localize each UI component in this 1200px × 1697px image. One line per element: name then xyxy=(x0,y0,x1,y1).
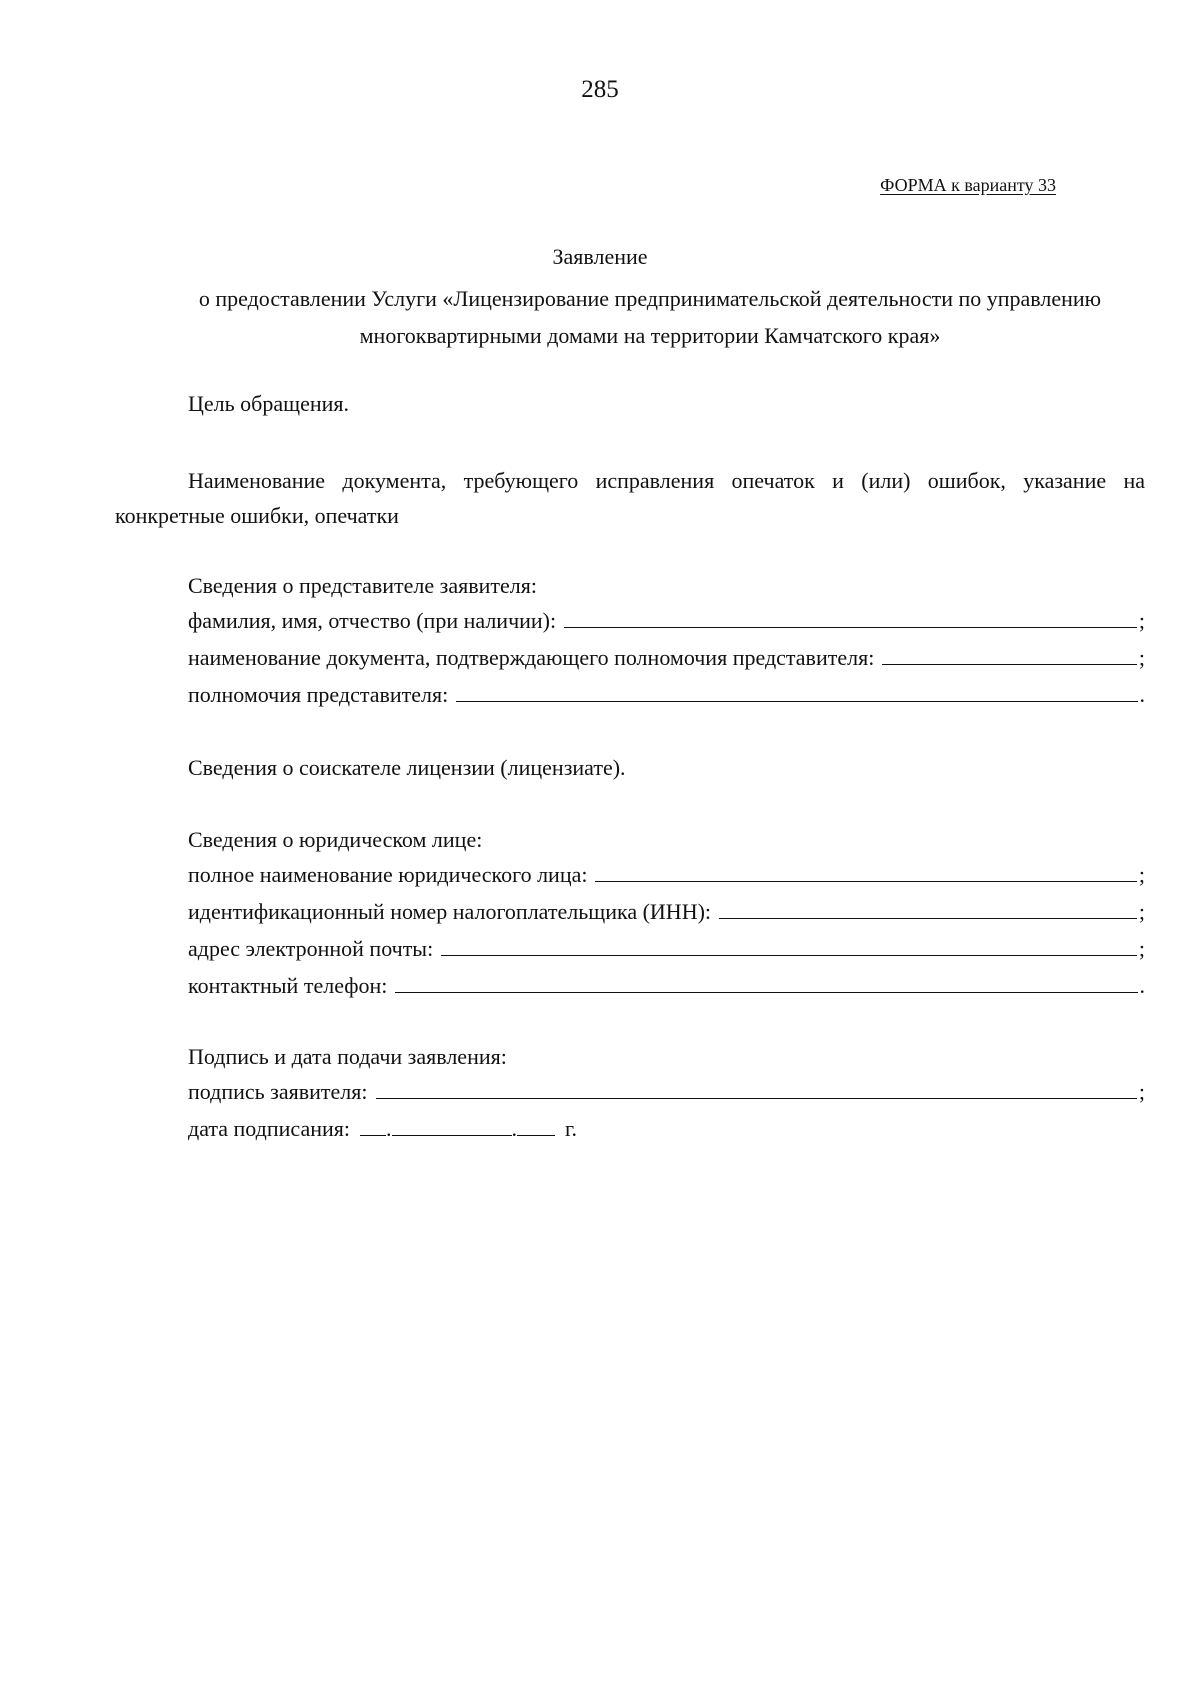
document-subtitle: о предоставлении Услуги «Лицензирование предпринимательской деятельности по управлению многоквартирными домами на территории Камчатского края» xyxy=(198,286,1102,348)
fill-line[interactable] xyxy=(595,863,1136,882)
field-label: полномочия представителя: xyxy=(188,682,449,707)
year-blank[interactable] xyxy=(517,1117,555,1136)
field-label: контактный телефон: xyxy=(188,973,388,998)
representative-heading: Сведения о представителе заявителя: xyxy=(188,573,537,598)
date-separator: . xyxy=(386,1116,392,1141)
field-terminator: ; xyxy=(1138,899,1145,924)
document-title: Заявление xyxy=(552,244,648,269)
representative-authority-field[interactable] xyxy=(188,683,1145,709)
email-field[interactable] xyxy=(188,937,1145,963)
fill-line[interactable] xyxy=(395,974,1137,993)
field-label: идентификационный номер налогоплательщика (ИНН): xyxy=(188,899,712,924)
fill-line[interactable] xyxy=(564,609,1137,628)
purpose-label: Цель обращения. xyxy=(188,391,349,416)
year-suffix: г. xyxy=(565,1116,578,1141)
field-terminator: ; xyxy=(1138,862,1145,887)
field-label: фамилия, имя, отчество (при наличии): xyxy=(188,608,557,633)
field-terminator: ; xyxy=(1138,608,1145,633)
document-correction-text: Наименование документа, требующего исправления опечаток и (или) ошибок, указание на конкретные ошибки, опечатки xyxy=(115,468,1145,528)
field-label: адрес электронной почты: xyxy=(188,936,434,961)
inn-field[interactable] xyxy=(188,900,1145,926)
page-number: 285 xyxy=(581,76,619,103)
fill-line[interactable] xyxy=(456,683,1137,702)
phone-field[interactable] xyxy=(188,974,1145,1000)
legal-name-field[interactable] xyxy=(188,863,1145,889)
field-label: дата подписания: xyxy=(188,1116,350,1141)
fill-line[interactable] xyxy=(376,1080,1137,1099)
representative-name-field[interactable] xyxy=(188,609,1145,635)
field-terminator: ; xyxy=(1138,1079,1145,1104)
field-label: наименование документа, подтверждающего полномочия представителя: xyxy=(188,645,875,670)
applicant-heading: Сведения о соискателе лицензии (лицензиате). xyxy=(188,755,626,780)
month-blank[interactable] xyxy=(392,1117,512,1136)
fill-line[interactable] xyxy=(719,900,1137,919)
field-terminator: . xyxy=(1139,973,1145,998)
authority-document-field[interactable] xyxy=(188,646,1145,672)
fill-line[interactable] xyxy=(441,937,1137,956)
date-separator: . xyxy=(511,1116,517,1141)
field-label: полное наименование юридического лица: xyxy=(188,862,588,887)
fill-line[interactable] xyxy=(882,646,1137,665)
signature-field[interactable] xyxy=(188,1080,1145,1106)
signing-date-field[interactable] xyxy=(188,1116,577,1142)
day-blank[interactable] xyxy=(360,1117,386,1136)
form-reference: ФОРМА к варианту 33 xyxy=(880,175,1056,195)
field-terminator: ; xyxy=(1138,936,1145,961)
field-terminator: ; xyxy=(1138,645,1145,670)
field-label: подпись заявителя: xyxy=(188,1079,368,1104)
legal-entity-heading: Сведения о юридическом лице: xyxy=(188,827,483,852)
signature-heading: Подпись и дата подачи заявления: xyxy=(188,1044,507,1069)
field-terminator: . xyxy=(1139,682,1145,707)
